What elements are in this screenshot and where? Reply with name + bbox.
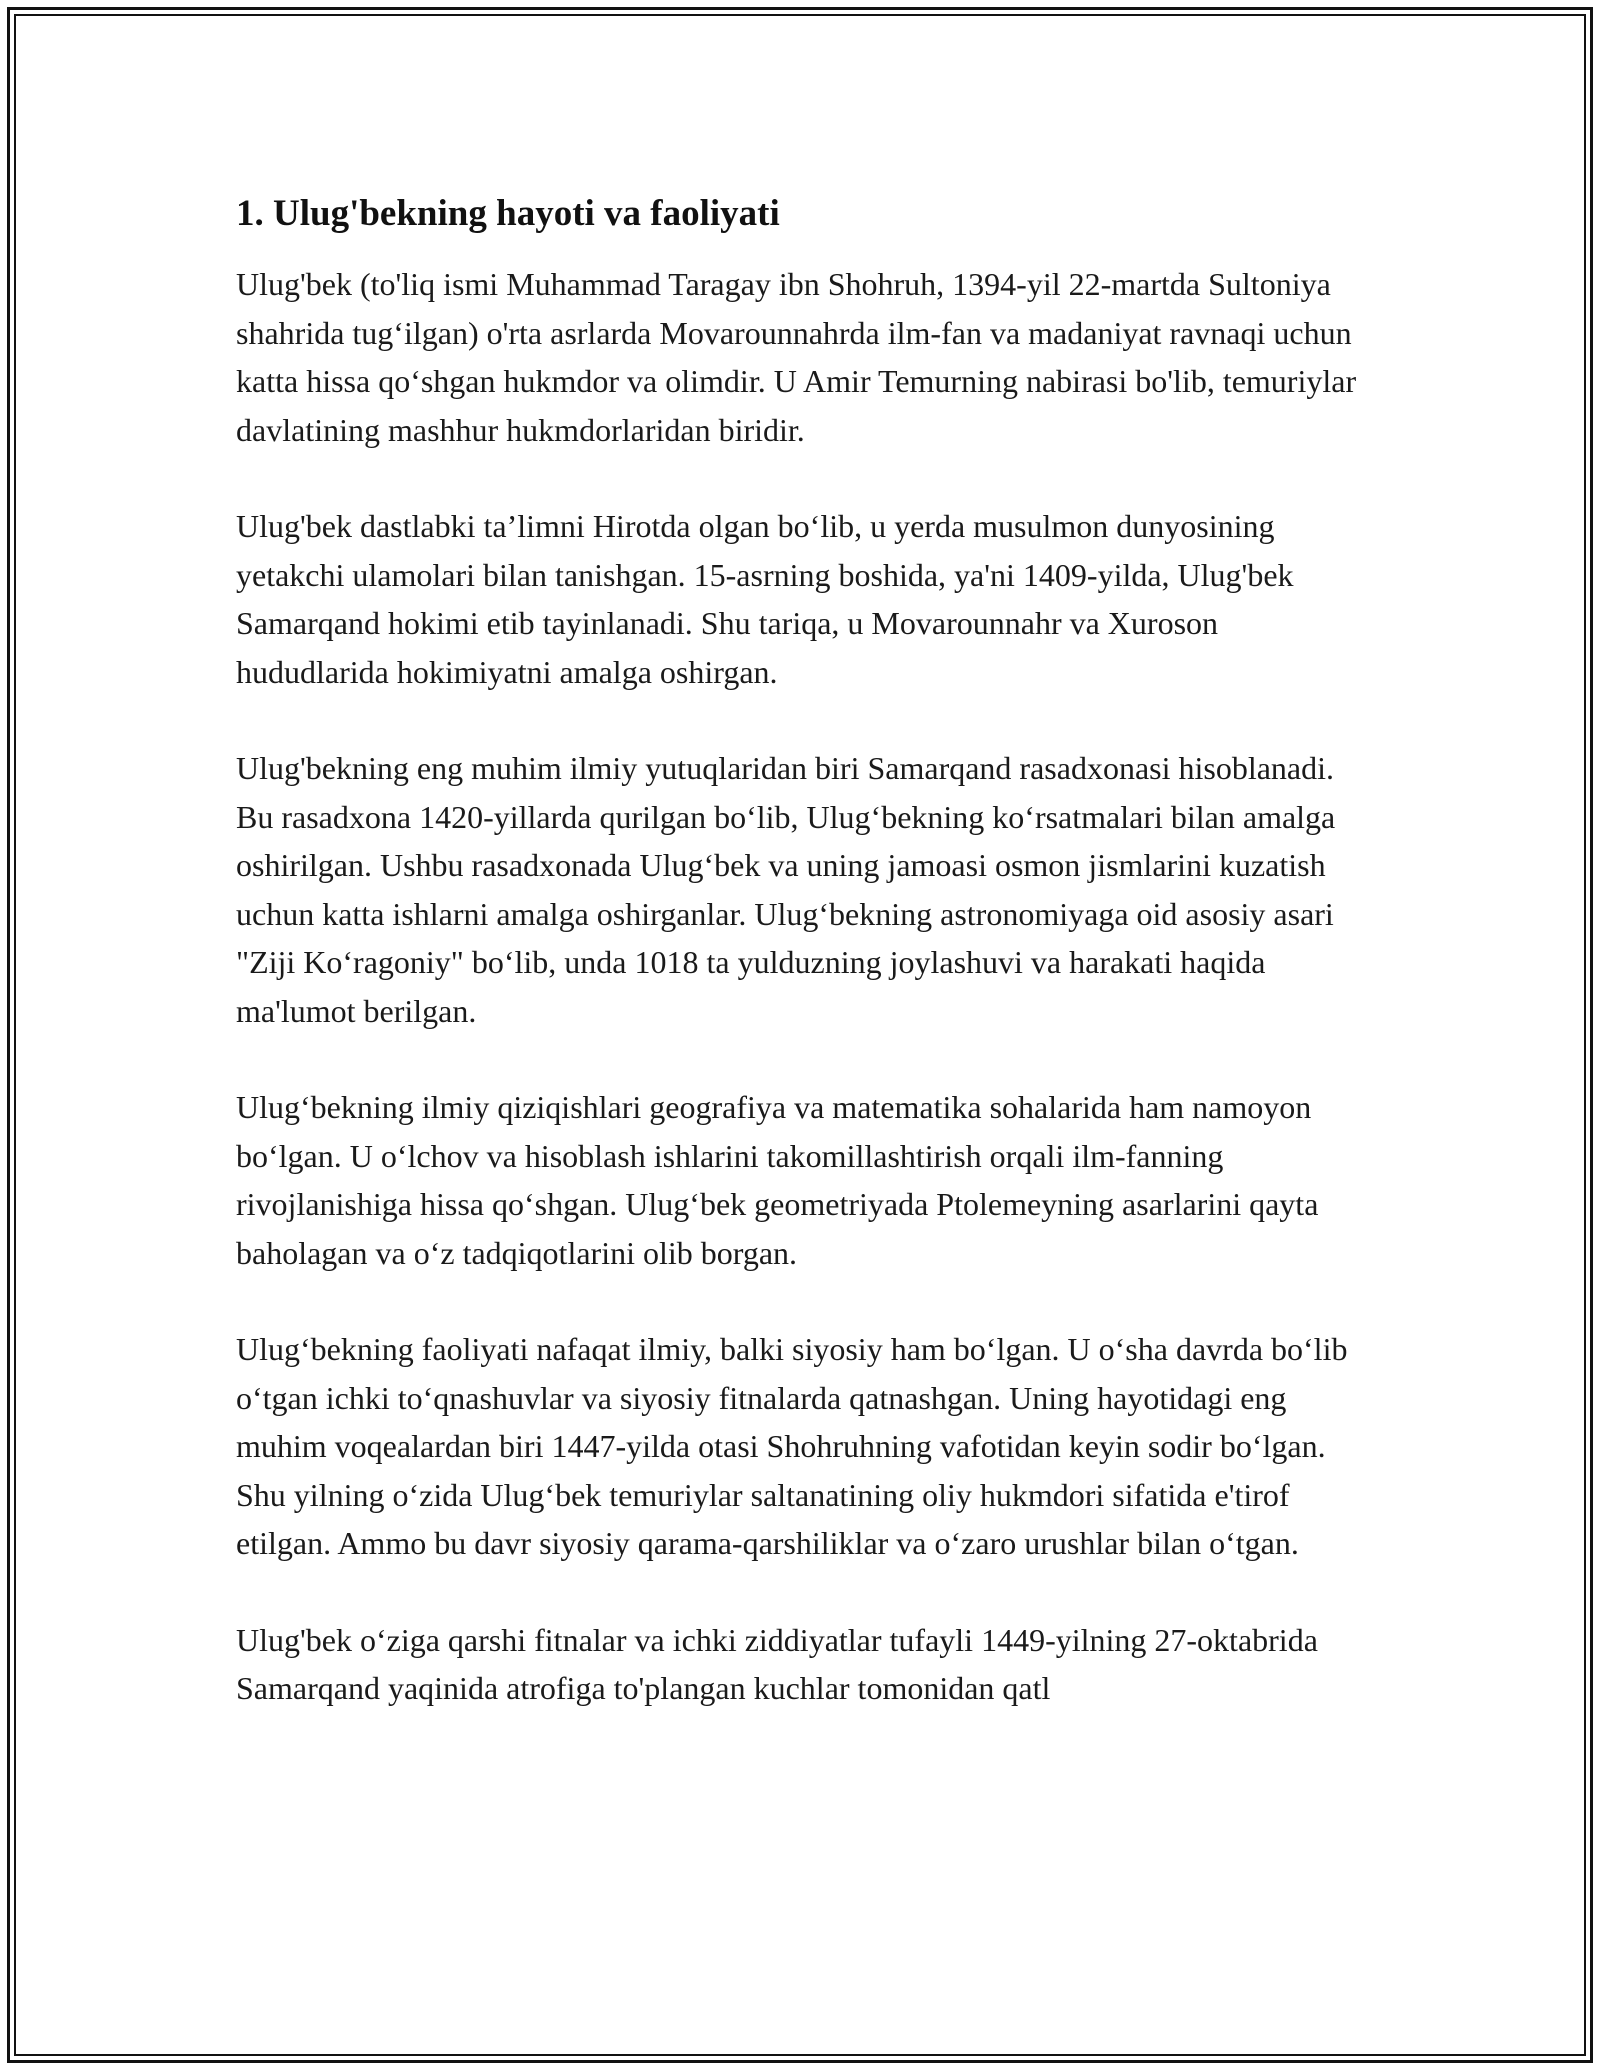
paragraph-4: Ulug‘bekning ilmiy qiziqishlari geografiya va matematika sohalarida ham namoyon bo‘lgan. U o‘lchov va hisoblash ishlarini takomillashtirish orqali ilm-fanning rivojlanishiga hissa qo‘shgan. Ulug‘bek geometriyada Ptolemeyning asarlarini qayta baholagan va o‘z tadqiqotlarini olib borgan.: [236, 1089, 1319, 1271]
paragraph-5: Ulug‘bekning faoliyati nafaqat ilmiy, balki siyosiy ham bo‘lgan. U o‘sha davrda bo‘lib o‘tgan ichki to‘qnashuvlar va siyosiy fitnalarda qatnashgan. Uning hayotidagi eng muhim voqealardan biri 1447-yilda otasi Shohruhning vafotidan keyin sodir bo‘lgan. Shu yilning o‘zida Ulug‘bek temuriylar saltanatining oliy hukmdori sifatida e'tirof etilgan. Ammo bu davr siyosiy qarama-qarshiliklar va o‘zaro urushlar bilan o‘tgan.: [236, 1331, 1348, 1561]
paragraph-2: Ulug'bek dastlabki ta’limni Hirotda olgan bo‘lib, u yerda musulmon dunyosining yetakchi ulamolari bilan tanishgan. 15-asrning boshida, ya'ni 1409-yilda, Ulug'bek Samarqand hokimi etib tayinlanadi. Shu tariqa, u Movarounnahr va Xuroson hududlarida hokimiyatni amalga oshirgan.: [236, 508, 1294, 690]
section-heading: 1. Ulug'bekning hayoti va faoliyati: [236, 193, 780, 234]
paragraph-3: Ulug'bekning eng muhim ilmiy yutuqlaridan biri Samarqand rasadxonasi hisoblanadi. Bu rasadxona 1420-yillarda qurilgan bo‘lib, Ulug‘bekning ko‘rsatmalari bilan amalga oshirilgan. Ushbu rasadxonada Ulug‘bek va uning jamoasi osmon jismlarini kuzatish uchun katta ishlarni amalga oshirganlar. Ulug‘bekning astronomiyaga oid asosiy asari "Ziji Ko‘ragoniy" bo‘lib, unda 1018 ta yulduzning joylashuvi va harakati haqida ma'lumot berilgan.: [236, 750, 1336, 1029]
paragraph-1: Ulug'bek (to'liq ismi Muhammad Taragay ibn Shohruh, 1394-yil 22-martda Sultoniya shahrida tug‘ilgan) o'rta asrlarda Movarounnahrda ilm-fan va madaniyat ravnaqi uchun katta hissa qo‘shgan hukmdor va olimdir. U Amir Temurning nabirasi bo'lib, temuriylar davlatining mashhur hukmdorlaridan biridir.: [236, 266, 1357, 448]
paragraph-6: Ulug'bek o‘ziga qarshi fitnalar va ichki ziddiyatlar tufayli 1449-yilning 27-oktabrida Samarqand yaqinida atrofiga to'plangan kuchlar tomonidan qatl: [236, 1621, 1318, 1706]
document-body: [236, 186, 1364, 1713]
